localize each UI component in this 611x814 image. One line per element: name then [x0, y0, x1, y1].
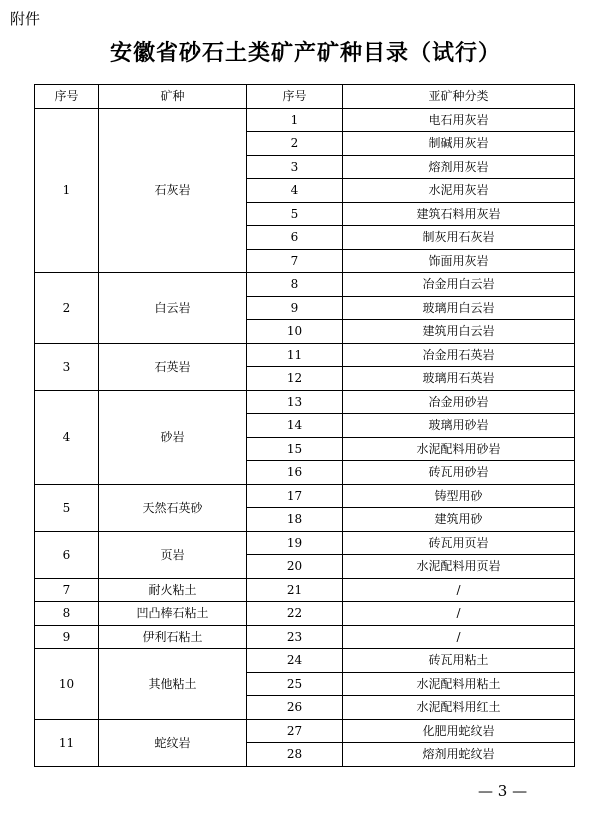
mineral-name-cell: 蛇纹岩 [99, 719, 247, 766]
attachment-label: 附件 [10, 10, 41, 28]
sub-type-cell: 玻璃用砂岩 [343, 414, 575, 438]
mineral-name-cell: 白云岩 [99, 273, 247, 344]
table-row [35, 578, 575, 602]
mineral-seq-cell: 2 [35, 273, 99, 344]
mineral-name-cell: 天然石英砂 [99, 484, 247, 531]
sub-seq-cell: 15 [247, 437, 343, 461]
sub-type-cell: / [343, 578, 575, 602]
sub-seq-cell: 9 [247, 296, 343, 320]
sub-seq-cell: 2 [247, 132, 343, 156]
mineral-name-cell: 页岩 [99, 531, 247, 578]
table-row [35, 625, 575, 649]
sub-seq-cell: 25 [247, 672, 343, 696]
sub-type-cell: 建筑用白云岩 [343, 320, 575, 344]
sub-type-cell: 水泥配料用页岩 [343, 555, 575, 579]
sub-type-cell: 砖瓦用粘土 [343, 649, 575, 673]
table-body [35, 108, 575, 766]
mineral-seq-cell: 9 [35, 625, 99, 649]
sub-seq-cell: 19 [247, 531, 343, 555]
sub-seq-cell: 6 [247, 226, 343, 250]
page-number: — 3 — [478, 782, 528, 800]
sub-seq-cell: 3 [247, 155, 343, 179]
sub-seq-cell: 11 [247, 343, 343, 367]
sub-type-cell: 建筑石料用灰岩 [343, 202, 575, 226]
page-title: 安徽省砂石土类矿产矿种目录（试行） [109, 40, 501, 66]
sub-type-cell: 冶金用白云岩 [343, 273, 575, 297]
sub-type-cell: 熔剂用灰岩 [343, 155, 575, 179]
sub-type-cell: / [343, 625, 575, 649]
mineral-seq-cell: 5 [35, 484, 99, 531]
sub-seq-cell: 10 [247, 320, 343, 344]
mineral-catalog-table [34, 84, 575, 767]
sub-seq-cell: 23 [247, 625, 343, 649]
sub-seq-cell: 16 [247, 461, 343, 485]
mineral-seq-cell: 10 [35, 649, 99, 720]
sub-seq-cell: 20 [247, 555, 343, 579]
mineral-seq-cell: 4 [35, 390, 99, 484]
header-sub-seq: 序号 [247, 85, 343, 109]
sub-seq-cell: 1 [247, 108, 343, 132]
mineral-name-cell: 凹凸棒石粘土 [99, 602, 247, 626]
header-seq: 序号 [35, 85, 99, 109]
sub-type-cell: 砖瓦用页岩 [343, 531, 575, 555]
sub-seq-cell: 4 [247, 179, 343, 203]
sub-type-cell: 铸型用砂 [343, 484, 575, 508]
mineral-seq-cell: 6 [35, 531, 99, 578]
sub-type-cell: 建筑用砂 [343, 508, 575, 532]
mineral-seq-cell: 1 [35, 108, 99, 273]
sub-type-cell: 熔剂用蛇纹岩 [343, 743, 575, 767]
sub-seq-cell: 7 [247, 249, 343, 273]
sub-seq-cell: 13 [247, 390, 343, 414]
mineral-seq-cell: 7 [35, 578, 99, 602]
table-row [35, 343, 575, 367]
table-row [35, 649, 575, 673]
sub-type-cell: 水泥配料用红土 [343, 696, 575, 720]
header-sub-type: 亚矿种分类 [343, 85, 575, 109]
sub-seq-cell: 24 [247, 649, 343, 673]
sub-type-cell: 冶金用砂岩 [343, 390, 575, 414]
table-row [35, 484, 575, 508]
sub-seq-cell: 14 [247, 414, 343, 438]
sub-type-cell: 水泥配料用砂岩 [343, 437, 575, 461]
sub-type-cell: 电石用灰岩 [343, 108, 575, 132]
sub-seq-cell: 22 [247, 602, 343, 626]
sub-type-cell: 砖瓦用砂岩 [343, 461, 575, 485]
table-row [35, 602, 575, 626]
sub-seq-cell: 27 [247, 719, 343, 743]
mineral-name-cell: 砂岩 [99, 390, 247, 484]
table-row [35, 531, 575, 555]
sub-type-cell: 冶金用石英岩 [343, 343, 575, 367]
header-mineral: 矿种 [99, 85, 247, 109]
mineral-name-cell: 耐火粘土 [99, 578, 247, 602]
sub-type-cell: 玻璃用石英岩 [343, 367, 575, 391]
mineral-seq-cell: 8 [35, 602, 99, 626]
mineral-name-cell: 石英岩 [99, 343, 247, 390]
mineral-name-cell: 其他粘土 [99, 649, 247, 720]
sub-type-cell: / [343, 602, 575, 626]
sub-seq-cell: 17 [247, 484, 343, 508]
mineral-name-cell: 石灰岩 [99, 108, 247, 273]
sub-type-cell: 饰面用灰岩 [343, 249, 575, 273]
sub-type-cell: 制灰用石灰岩 [343, 226, 575, 250]
mineral-name-cell: 伊利石粘土 [99, 625, 247, 649]
sub-type-cell: 制碱用灰岩 [343, 132, 575, 156]
table-row [35, 108, 575, 132]
sub-seq-cell: 21 [247, 578, 343, 602]
sub-seq-cell: 8 [247, 273, 343, 297]
table-row [35, 273, 575, 297]
sub-type-cell: 玻璃用白云岩 [343, 296, 575, 320]
mineral-seq-cell: 11 [35, 719, 99, 766]
sub-seq-cell: 26 [247, 696, 343, 720]
sub-seq-cell: 12 [247, 367, 343, 391]
sub-type-cell: 化肥用蛇纹岩 [343, 719, 575, 743]
sub-type-cell: 水泥用灰岩 [343, 179, 575, 203]
table-row [35, 719, 575, 743]
mineral-seq-cell: 3 [35, 343, 99, 390]
sub-seq-cell: 28 [247, 743, 343, 767]
sub-seq-cell: 5 [247, 202, 343, 226]
sub-type-cell: 水泥配料用粘土 [343, 672, 575, 696]
table-row [35, 390, 575, 414]
table-header-row [35, 85, 575, 109]
sub-seq-cell: 18 [247, 508, 343, 532]
